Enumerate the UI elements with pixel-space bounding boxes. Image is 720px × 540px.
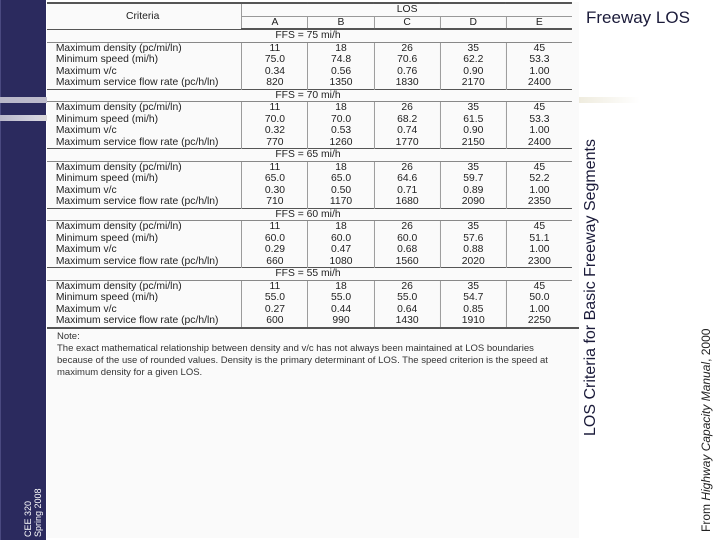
criterion-label: Maximum service flow rate (pc/h/ln): [47, 196, 242, 208]
table-cell: 57.6: [440, 233, 506, 245]
course-name: CEE 320: [23, 500, 33, 537]
table-cell: 0.50: [308, 185, 374, 197]
table-cell: 1.00: [529, 183, 550, 196]
table-cell: 2090: [440, 196, 506, 208]
table-cell: 0.68: [374, 244, 440, 256]
table-row: [47, 292, 572, 304]
course-term: Spring 2008: [33, 488, 43, 537]
table-row: [47, 244, 572, 256]
table-cell: 770: [242, 137, 308, 149]
table-cell: 0.85: [440, 304, 506, 316]
note-text: The exact mathematical relationship between density and v/c has not always been maintained at LOS boundaries because of the use of rounded values. Density is the primary determinant of LOS. The speed criterion is the speed at maximum density for a given LOS.: [57, 342, 548, 378]
criteria-header: Criteria: [47, 3, 242, 29]
table-cell: 0.76: [374, 66, 440, 78]
table-cell: 55.0: [374, 292, 440, 304]
criterion-label: Maximum density (pc/mi/ln): [47, 161, 242, 173]
table-cell: 0.89: [440, 185, 506, 197]
criterion-label: Minimum speed (mi/h): [47, 54, 242, 66]
table-cell: 0.29: [242, 244, 308, 256]
table-cell: 1.00: [529, 302, 550, 315]
table-row: [47, 114, 572, 126]
los-level-a: A: [242, 16, 308, 29]
criterion-label: Maximum service flow rate (pc/h/ln): [47, 137, 242, 149]
table-cell: 50.0: [529, 291, 550, 303]
ffs-section-row: [47, 89, 572, 102]
table-cell: 0.64: [374, 304, 440, 316]
table-cell: 2020: [440, 256, 506, 268]
table-cell: 0.44: [308, 304, 374, 316]
table-cell: 45: [533, 101, 546, 113]
table-cell: 990: [308, 315, 374, 327]
table-cell: 18: [308, 280, 374, 292]
table-row: [47, 256, 572, 268]
table-cell: 35: [440, 221, 506, 233]
table-cell: 1170: [308, 196, 374, 208]
table-cell: 1560: [374, 256, 440, 268]
table-cell: 18: [308, 221, 374, 233]
los-level-e: E: [506, 16, 572, 29]
table-cell: 75.0: [242, 54, 308, 66]
table-cell: 2300: [527, 254, 551, 267]
table-cell: 0.53: [308, 125, 374, 137]
criterion-label: Minimum speed (mi/h): [47, 233, 242, 245]
table-cell: 65.0: [308, 173, 374, 185]
criterion-label: Maximum v/c: [47, 125, 242, 137]
source-book: Highway Capacity Manual: [699, 361, 713, 501]
table-cell: 1.00: [529, 124, 550, 136]
table-cell: 11: [242, 42, 308, 54]
table-cell: 55.0: [242, 292, 308, 304]
table-header-row: [47, 3, 572, 16]
table-row: [47, 196, 572, 208]
table-cell: 26: [374, 42, 440, 54]
ffs-label: FFS = 70 mi/h: [47, 89, 572, 102]
table-row: [47, 173, 572, 185]
ffs-section-row: [47, 29, 572, 42]
source-prefix: From: [699, 500, 713, 532]
criterion-label: Maximum density (pc/mi/ln): [47, 102, 242, 114]
table-cell: 2350: [527, 195, 551, 207]
table-cell: 660: [242, 256, 308, 268]
table-cell: 1910: [440, 315, 506, 327]
table-cell: 0.34: [242, 66, 308, 78]
table-cell: 51.1: [529, 231, 550, 244]
table-row: [47, 77, 572, 89]
criterion-label: Maximum service flow rate (pc/h/ln): [47, 256, 242, 268]
table-row: [47, 233, 572, 245]
table-cell: 2400: [527, 76, 551, 88]
ffs-section-row: [47, 149, 572, 162]
table-row: [47, 54, 572, 66]
criterion-label: Minimum speed (mi/h): [47, 173, 242, 185]
table-cell: 62.2: [440, 54, 506, 66]
table-cell: 60.0: [374, 233, 440, 245]
table-cell: 35: [440, 102, 506, 114]
table-cell: 0.90: [440, 125, 506, 137]
los-level-d: D: [440, 16, 506, 29]
table-cell: 60.0: [308, 233, 374, 245]
table-cell: 35: [440, 280, 506, 292]
source-suffix: , 2000: [699, 328, 713, 362]
table-cell: 0.27: [242, 304, 308, 316]
table-cell: 55.0: [308, 292, 374, 304]
table-cell: 35: [440, 161, 506, 173]
table-cell: 1770: [374, 137, 440, 149]
ffs-section-row: [47, 268, 572, 281]
table-cell: 600: [242, 315, 308, 327]
table-cell: 61.5: [440, 114, 506, 126]
table-cell: 26: [374, 280, 440, 292]
table-cell: 70.6: [374, 54, 440, 66]
table-cell: 1830: [374, 77, 440, 89]
criterion-label: Maximum service flow rate (pc/h/ln): [47, 77, 242, 89]
table-body: [47, 29, 572, 327]
table-cell: 0.88: [440, 244, 506, 256]
criterion-label: Maximum density (pc/mi/ln): [47, 280, 242, 292]
slide-title: Freeway LOS: [586, 8, 690, 27]
criterion-label: Maximum v/c: [47, 66, 242, 78]
table-cell: 70.0: [242, 114, 308, 126]
table-cell: 52.2: [529, 172, 550, 184]
table-cell: 0.71: [374, 185, 440, 197]
table-cell: 74.8: [308, 54, 374, 66]
source-credit: [699, 329, 713, 532]
table-cell: 18: [308, 42, 374, 54]
table-cell: 0.56: [308, 66, 374, 78]
table-cell: 1.00: [529, 64, 550, 77]
ffs-label: FFS = 60 mi/h: [47, 208, 572, 221]
table-cell: 1430: [374, 315, 440, 327]
table-cell: 26: [374, 221, 440, 233]
table-row: [47, 315, 572, 327]
criterion-label: Maximum v/c: [47, 185, 242, 197]
slide-sidebar: [0, 0, 46, 540]
criterion-label: Maximum service flow rate (pc/h/ln): [47, 315, 242, 327]
los-table-figure: [47, 2, 579, 538]
table-cell: 1680: [374, 196, 440, 208]
table-cell: 68.2: [374, 114, 440, 126]
table-cell: 1350: [308, 77, 374, 89]
criterion-label: Minimum speed (mi/h): [47, 114, 242, 126]
note-heading: Note:: [57, 330, 80, 342]
table-cell: 18: [308, 102, 374, 114]
ffs-label: FFS = 65 mi/h: [47, 149, 572, 162]
criterion-label: Minimum speed (mi/h): [47, 292, 242, 304]
sidebar-accent-line: [0, 0, 1, 540]
table-cell: 0.47: [308, 244, 374, 256]
los-level-b: B: [308, 16, 374, 29]
table-cell: 11: [242, 280, 308, 292]
table-row: [47, 102, 572, 114]
table-cell: 45: [533, 41, 546, 54]
table-cell: 0.30: [242, 185, 308, 197]
criterion-label: Maximum density (pc/mi/ln): [47, 221, 242, 233]
table-cell: 0.90: [440, 66, 506, 78]
los-header: LOS: [242, 3, 572, 16]
los-criteria-table: [47, 2, 572, 327]
table-cell: 0.74: [374, 125, 440, 137]
criterion-label: Maximum v/c: [47, 304, 242, 316]
table-cell: 1260: [308, 137, 374, 149]
table-note: [47, 327, 579, 379]
table-cell: 11: [242, 102, 308, 114]
table-cell: 60.0: [242, 233, 308, 245]
table-cell: 2250: [527, 314, 551, 326]
table-cell: 1.00: [529, 243, 550, 255]
vertical-title: LOS Criteria for Basic Freeway Segments: [582, 139, 599, 436]
criterion-label: Maximum density (pc/mi/ln): [47, 42, 242, 54]
table-row: [47, 137, 572, 149]
table-cell: 45: [533, 279, 546, 292]
table-cell: 35: [440, 42, 506, 54]
table-cell: 59.7: [440, 173, 506, 185]
table-cell: 11: [242, 161, 308, 173]
ffs-label: FFS = 55 mi/h: [47, 268, 572, 281]
table-cell: 54.7: [440, 292, 506, 304]
table-cell: 2150: [440, 137, 506, 149]
table-cell: 0.32: [242, 125, 308, 137]
table-cell: 820: [242, 77, 308, 89]
table-row: [47, 221, 572, 233]
table-cell: 2170: [440, 77, 506, 89]
table-cell: 53.3: [529, 53, 550, 65]
criterion-label: Maximum v/c: [47, 244, 242, 256]
table-cell: 70.0: [308, 114, 374, 126]
table-cell: 26: [374, 102, 440, 114]
table-cell: 710: [242, 196, 308, 208]
table-cell: 64.6: [374, 173, 440, 185]
los-level-c: C: [374, 16, 440, 29]
table-cell: 45: [533, 220, 546, 232]
table-cell: 65.0: [242, 173, 308, 185]
table-row: [47, 125, 572, 137]
table-cell: 26: [374, 161, 440, 173]
table-cell: 2400: [527, 135, 551, 148]
table-cell: 1080: [308, 256, 374, 268]
table-cell: 45: [533, 160, 546, 173]
course-label: [23, 488, 43, 537]
table-cell: 53.3: [529, 112, 550, 125]
ffs-section-row: [47, 208, 572, 221]
table-cell: 11: [242, 221, 308, 233]
table-cell: 18: [308, 161, 374, 173]
ffs-label: FFS = 75 mi/h: [47, 29, 572, 42]
